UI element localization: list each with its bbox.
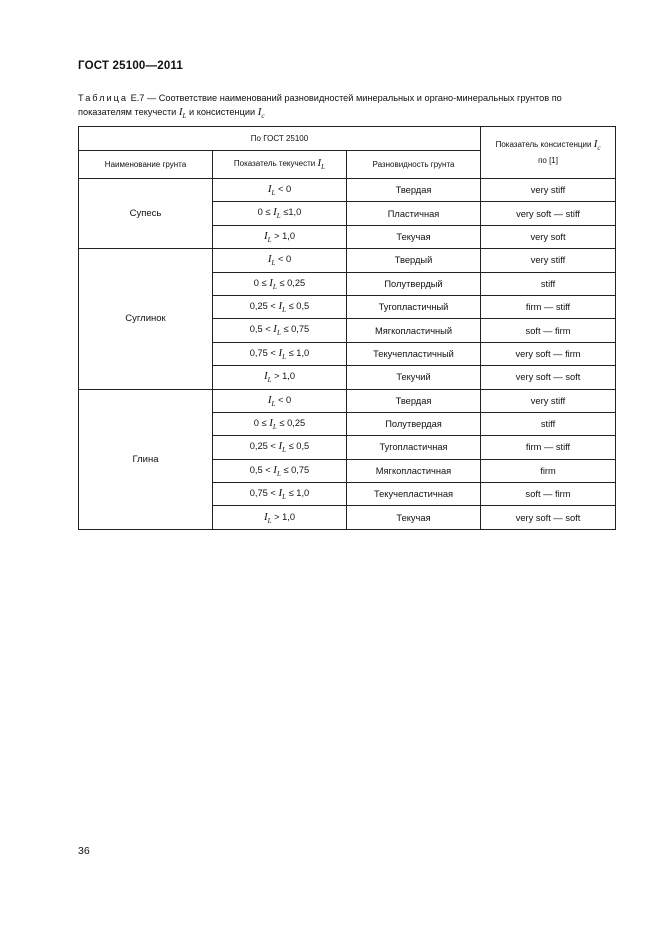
liquidity-index-cell: $I_L < 0$ bbox=[213, 249, 347, 272]
caption-symbol-ic: $I_c$ bbox=[257, 106, 265, 121]
soil-name-cell: Суглинок bbox=[79, 249, 213, 389]
soil-variety-cell: Текучепластичный bbox=[347, 342, 481, 365]
soil-variety-cell: Текучий bbox=[347, 366, 481, 389]
soil-variety-cell: Мягкопластичный bbox=[347, 319, 481, 342]
table-row bbox=[79, 179, 616, 202]
consistency-cell: soft — firm bbox=[481, 483, 616, 506]
liquidity-index-cell: $I_L > 1,0$ bbox=[213, 366, 347, 389]
consistency-cell: very stiff bbox=[481, 389, 616, 412]
soil-variety-cell: Текучая bbox=[347, 225, 481, 248]
liquidity-index-cell: $I_L < 0$ bbox=[213, 389, 347, 412]
soil-variety-cell: Мягкопластичная bbox=[347, 459, 481, 482]
table-row bbox=[79, 249, 616, 272]
caption-text-2: и консистенции bbox=[189, 107, 256, 117]
soil-variety-cell: Полутвердая bbox=[347, 412, 481, 435]
liquidity-index-cell: $0,5 < I_L \le 0,75$ bbox=[213, 319, 347, 342]
liquidity-index-cell: $I_L > 1,0$ bbox=[213, 506, 347, 529]
header-gost: По ГОСТ 25100 bbox=[79, 127, 481, 151]
soil-name-cell: Супесь bbox=[79, 179, 213, 249]
caption-text: — Соответствие наименований разновидностей минеральных и органо-минеральных грунтов по показателям текучести bbox=[78, 93, 562, 117]
soil-variety-cell: Твердая bbox=[347, 389, 481, 412]
soil-variety-cell: Текучая bbox=[347, 506, 481, 529]
soil-variety-cell: Текучепластичная bbox=[347, 483, 481, 506]
table-caption bbox=[78, 91, 614, 123]
page-number: 36 bbox=[78, 845, 90, 857]
liquidity-index-cell: $0,75 < I_L \le 1,0$ bbox=[213, 342, 347, 365]
table-row bbox=[79, 389, 616, 412]
consistency-cell: very stiff bbox=[481, 179, 616, 202]
soil-variety-cell: Пластичная bbox=[347, 202, 481, 225]
liquidity-index-cell: $0,25 < I_L \le 0,5$ bbox=[213, 295, 347, 318]
liquidity-index-cell: $0,75 < I_L \le 1,0$ bbox=[213, 483, 347, 506]
consistency-cell: firm bbox=[481, 459, 616, 482]
soil-name-cell: Глина bbox=[79, 389, 213, 529]
consistency-cell: very soft bbox=[481, 225, 616, 248]
soil-variety-cell: Твердый bbox=[347, 249, 481, 272]
caption-label: Таблица bbox=[78, 93, 129, 103]
liquidity-index-cell: $I_L < 0$ bbox=[213, 179, 347, 202]
soil-variety-cell: Полутвердый bbox=[347, 272, 481, 295]
consistency-cell: very stiff bbox=[481, 249, 616, 272]
consistency-cell: firm — stiff bbox=[481, 436, 616, 459]
liquidity-index-cell: $0 \le I_L \le 0,25$ bbox=[213, 412, 347, 435]
consistency-cell: stiff bbox=[481, 412, 616, 435]
consistency-cell: soft — firm bbox=[481, 319, 616, 342]
caption-symbol-il: $I_L$ bbox=[178, 106, 187, 121]
document-header: ГОСТ 25100—2011 bbox=[78, 60, 183, 72]
header-soil-name: Наименование грунта bbox=[79, 151, 213, 179]
soil-variety-cell: Тугопластичная bbox=[347, 436, 481, 459]
liquidity-index-cell: $0,5 < I_L \le 0,75$ bbox=[213, 459, 347, 482]
soil-variety-cell: Твердая bbox=[347, 179, 481, 202]
header-soil-variety: Разновидность грунта bbox=[347, 151, 481, 179]
liquidity-index-cell: $0 \le I_L \le 1,0$ bbox=[213, 202, 347, 225]
liquidity-index-cell: $0 \le I_L \le 0,25$ bbox=[213, 272, 347, 295]
caption-number: Е.7 bbox=[130, 93, 145, 103]
consistency-cell: very soft — soft bbox=[481, 506, 616, 529]
header-liquidity-index: Показатель текучести $I_L$ bbox=[213, 151, 347, 179]
soil-variety-cell: Тугопластичный bbox=[347, 295, 481, 318]
consistency-cell: very soft — firm bbox=[481, 342, 616, 365]
consistency-cell: very soft — stiff bbox=[481, 202, 616, 225]
liquidity-index-cell: $0,25 < I_L \le 0,5$ bbox=[213, 436, 347, 459]
consistency-cell: very soft — soft bbox=[481, 366, 616, 389]
consistency-cell: firm — stiff bbox=[481, 295, 616, 318]
consistency-cell: stiff bbox=[481, 272, 616, 295]
header-consistency: Показатель консистенции $I_c$ по [1] bbox=[481, 127, 616, 179]
soil-consistency-table bbox=[78, 126, 616, 530]
liquidity-index-cell: $I_L > 1,0$ bbox=[213, 225, 347, 248]
